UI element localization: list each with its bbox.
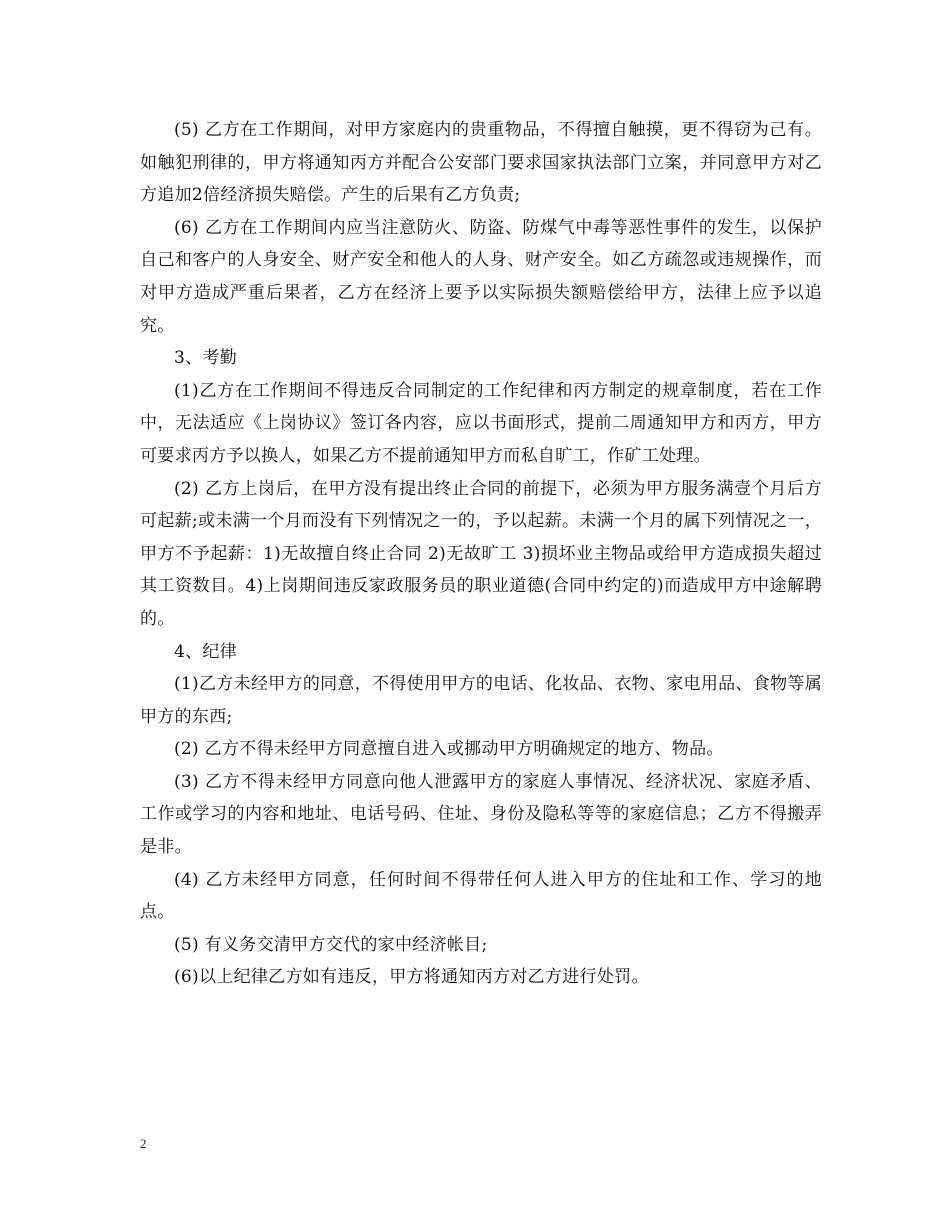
document-body bbox=[140, 114, 822, 994]
paragraph-discipline-4: (4) 乙方未经甲方同意，任何时间不得带任何人进入甲方的住址和工作、学习的地点。 bbox=[140, 869, 822, 923]
section-heading-discipline: 4、纪律 bbox=[174, 641, 238, 662]
paragraph-attendance-1: (1)乙方在工作期间不得违反合同制定的工作纪律和丙方制定的规章制度，若在工作中，无法适应《上岗协议》签订各内容，应以书面形式，提前二周通知甲方和丙方，甲方可要求丙方予以换人，如果乙方不提前通知甲方而私自旷工，作矿工处理。 bbox=[140, 380, 822, 466]
section-heading-attendance: 3、考勤 bbox=[174, 348, 238, 369]
paragraph-discipline-3: (3) 乙方不得未经甲方同意向他人泄露甲方的家庭人事情况、经济状况、家庭矛盾、工作或学习的内容和地址、电话号码、住址、身份及隐私等等的家庭信息；乙方不得搬弄是非。 bbox=[140, 771, 822, 858]
paragraph-discipline-5: (5) 有义务交清甲方交代的家中经济帐目; bbox=[174, 934, 488, 955]
paragraph-discipline-2: (2) 乙方不得未经甲方同意擅自进入或挪动甲方明确规定的地方、物品。 bbox=[174, 739, 724, 760]
paragraph-discipline-6: (6)以上纪律乙方如有违反，甲方将通知丙方对乙方进行处罚。 bbox=[174, 967, 649, 988]
paragraph-attendance-2: (2) 乙方上岗后，在甲方没有提出终止合同的前提下，必须为甲方服务满壹个月后方可起薪;或未满一个月而没有下列情况之一的，予以起薪。未满一个月的属下列情况之一，甲方不予起薪：1)无故擅自终止合同 2)无故旷工 3)损坏业主物品或给甲方造成损失超过其工资数目。4)上岗期间违反家政服务员的职业道德(合同中约定的)而造成甲方中途解聘的。 bbox=[140, 478, 822, 629]
paragraph-clause-5-valuables: (5) 乙方在工作期间，对甲方家庭内的贵重物品，不得擅自触摸，更不得窃为己有。如触犯刑律的，甲方将通知丙方并配合公安部门要求国家执法部门立案，并同意甲方对乙方追加2倍经济损失赔偿。产生的后果有乙方负责; bbox=[140, 120, 822, 206]
paragraph-clause-6-safety: (6) 乙方在工作期间内应当注意防火、防盗、防煤气中毒等恶性事件的发生，以保护自己和客户的人身安全、财产安全和他人的人身、财产安全。如乙方疏忽或违规操作，而对甲方造成严重后果者，乙方在经济上要予以实际损失额赔偿给甲方，法律上应予以追究。 bbox=[140, 217, 822, 336]
paragraph-discipline-1: (1)乙方未经甲方的同意，不得使用甲方的电话、化妆品、衣物、家电用品、食物等属甲方的东西; bbox=[140, 674, 822, 727]
page-number: 2 bbox=[140, 1136, 147, 1151]
